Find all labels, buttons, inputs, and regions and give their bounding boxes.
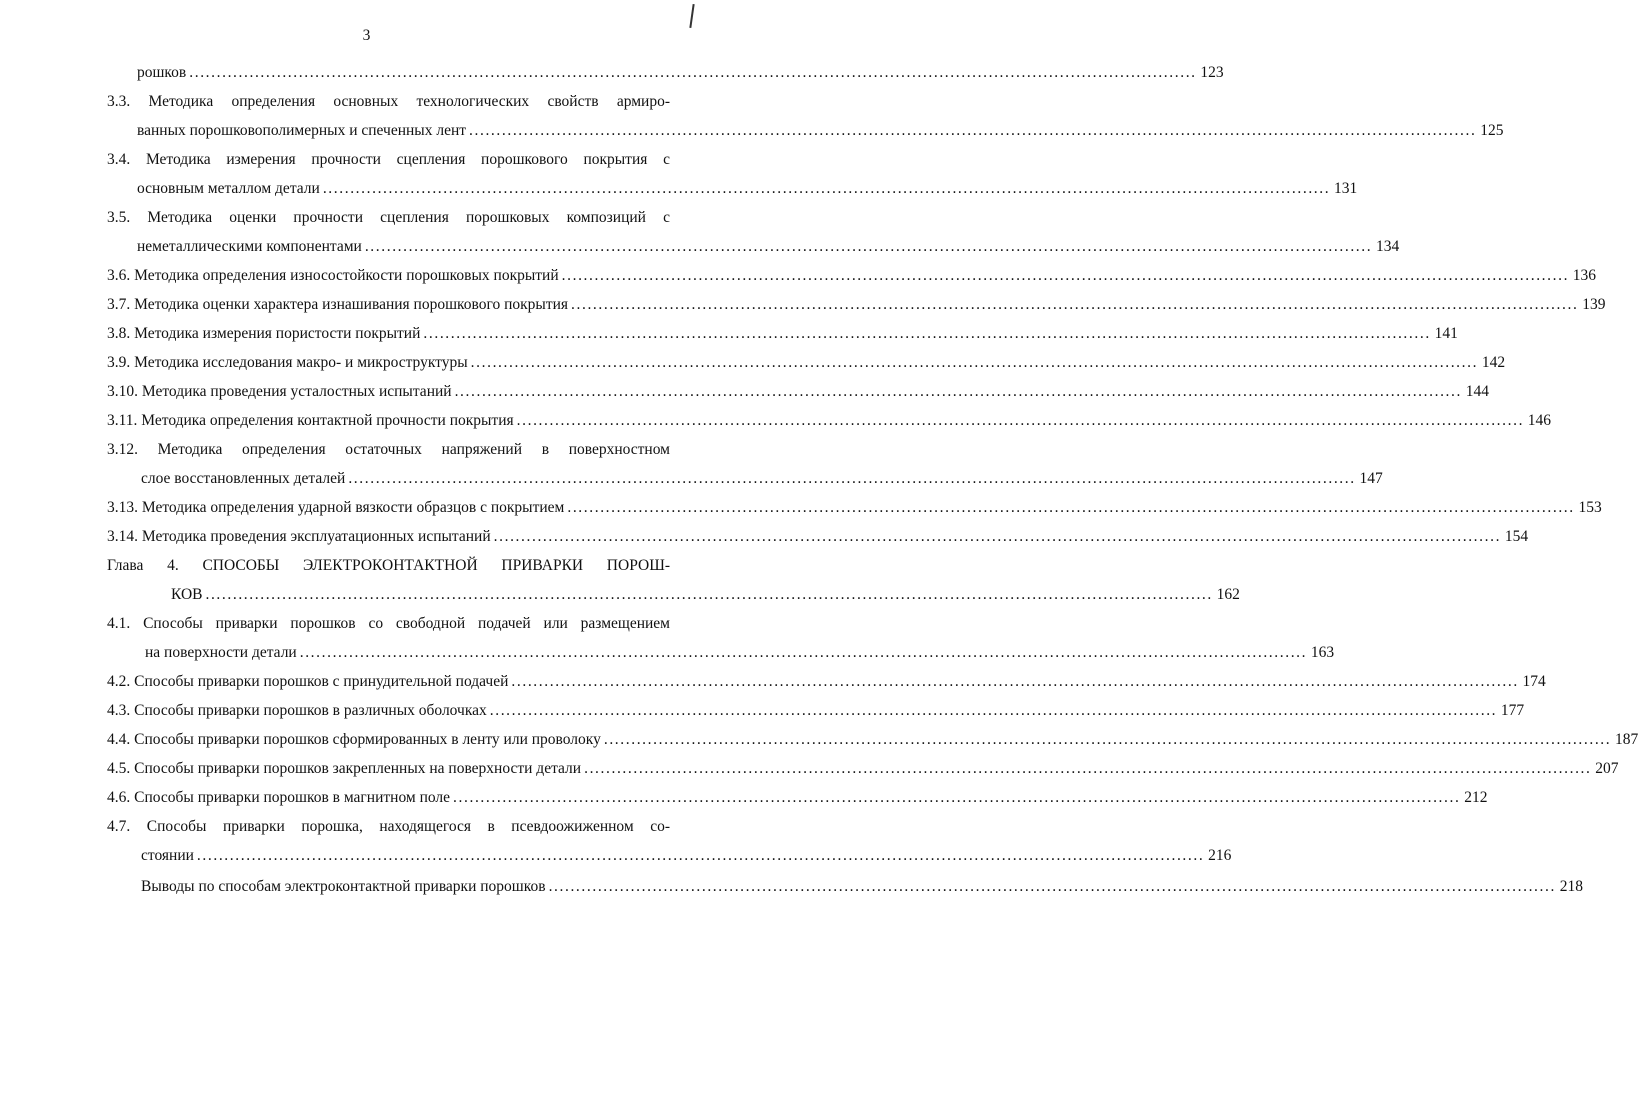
- toc-entry-title: 4.5. Способы приварки порошков закрепленных на поверхности детали: [107, 760, 582, 777]
- toc-entry: [137, 120, 1504, 142]
- toc-page-number: 207: [1595, 760, 1619, 777]
- toc-entry: [107, 700, 1525, 722]
- toc-page-number: 125: [1480, 122, 1504, 139]
- toc-entry-line: 3.3. Методика определения основных технологических свойств армиро-: [107, 93, 670, 110]
- toc-entry: [107, 323, 1458, 345]
- toc-entry: [141, 468, 1383, 490]
- toc-dot-leader: [452, 381, 1465, 403]
- toc-page-number: 136: [1572, 267, 1597, 284]
- toc-dot-leader: [186, 62, 1199, 84]
- toc-dot-leader: [514, 410, 1527, 432]
- toc-entry: [171, 584, 1240, 606]
- toc-page-number: 177: [1500, 702, 1525, 719]
- toc-entry-line: 4.7. Способы приварки порошка, находящегося в псевдоожиженном со-: [107, 818, 670, 835]
- toc-entry: [141, 845, 1232, 867]
- toc-entry: [107, 410, 1552, 432]
- toc-dot-leader: [202, 584, 1215, 606]
- toc-entry: [107, 758, 1619, 780]
- toc-dot-leader: [297, 642, 1310, 664]
- toc-entry-title: основным металлом детали: [137, 180, 320, 197]
- toc-dot-leader: [468, 352, 1481, 374]
- toc-entry: [107, 381, 1489, 403]
- toc-entry-title: 3.9. Методика исследования макро- и микроструктуры: [107, 354, 468, 371]
- toc-page-number: 147: [1359, 470, 1383, 487]
- toc-entry-title: стоянии: [141, 847, 194, 864]
- toc-dot-leader: [420, 323, 1433, 345]
- toc-entry: [137, 62, 1224, 84]
- toc-dot-leader: [466, 120, 1479, 142]
- toc-entry: [107, 671, 1546, 693]
- toc-page-number: 141: [1434, 325, 1458, 342]
- toc-chapter-heading: Глава 4. СПОСОБЫ ЭЛЕКТРОКОНТАКТНОЙ ПРИВАРКИ ПОРОШ-: [107, 557, 670, 574]
- toc-page-number: 216: [1208, 847, 1232, 864]
- toc-entry: [107, 497, 1602, 519]
- toc-page-number: 162: [1216, 586, 1240, 603]
- toc-entry-title: 4.6. Способы приварки порошков в магнитном поле: [107, 789, 451, 806]
- toc-entry-title: неметаллическими компонентами: [137, 238, 362, 255]
- toc-entry-title: на поверхности детали: [145, 644, 297, 661]
- toc-entry-title: 3.8. Методика измерения пористости покрытий: [107, 325, 421, 342]
- toc-dot-leader: [546, 876, 1559, 898]
- toc-entry-title: КОВ: [171, 586, 203, 603]
- toc-entry-title: рошков: [137, 64, 187, 81]
- toc-entry-title: Выводы по способам электроконтактной приварки порошков: [141, 878, 546, 895]
- toc-page-number: 139: [1582, 296, 1606, 313]
- toc-page-number: 153: [1578, 499, 1602, 516]
- toc-dot-leader: [568, 294, 1581, 316]
- toc-page-number: 142: [1481, 354, 1506, 371]
- margin-pen-mark: [689, 4, 694, 28]
- toc-entry-title: 3.13. Методика определения ударной вязкости образцов с покрытием: [107, 499, 565, 516]
- toc-page-number: 174: [1522, 673, 1546, 690]
- toc-entry-line: 3.4. Методика измерения прочности сцепления порошкового покрытия с: [107, 151, 670, 168]
- toc-entry: [107, 787, 1488, 809]
- toc-dot-leader: [345, 468, 1358, 490]
- toc-dot-leader: [601, 729, 1614, 751]
- toc-entry-title: слое восстановленных деталей: [141, 470, 346, 487]
- toc-page-number: 163: [1310, 644, 1335, 661]
- toc-entry: [141, 876, 1583, 898]
- toc-dot-leader: [559, 265, 1572, 287]
- toc-dot-leader: [581, 758, 1594, 780]
- toc-entry-title: 4.3. Способы приварки порошков в различных оболочках: [107, 702, 487, 719]
- toc-entry-title: ванных порошковополимерных и спеченных лент: [137, 122, 467, 139]
- toc-page-number: 218: [1559, 878, 1583, 895]
- toc-page-number: 212: [1464, 789, 1488, 806]
- toc-entry-title: 4.2. Способы приварки порошков с принудительной подачей: [107, 673, 509, 690]
- toc-page-number: 154: [1504, 528, 1529, 545]
- toc-entry-line: 4.1. Способы приварки порошков со свободной подачей или размещением: [107, 615, 670, 632]
- toc-dot-leader: [320, 178, 1333, 200]
- toc-entry: [107, 352, 1506, 374]
- toc-page-number: 187: [1615, 731, 1638, 748]
- toc-dot-leader: [564, 497, 1577, 519]
- toc-entry: [137, 178, 1358, 200]
- toc-entry: [107, 265, 1597, 287]
- page-number: 3: [362, 27, 371, 44]
- toc-dot-leader: [194, 845, 1207, 867]
- toc-page-number: 123: [1200, 64, 1224, 81]
- toc-dot-leader: [487, 700, 1500, 722]
- toc-page-number: 131: [1333, 180, 1358, 197]
- toc-entry: [107, 526, 1529, 548]
- toc-page-number: 134: [1375, 238, 1400, 255]
- toc-entry: [137, 236, 1400, 258]
- toc-dot-leader: [508, 671, 1521, 693]
- toc-dot-leader: [491, 526, 1504, 548]
- toc-dot-leader: [450, 787, 1463, 809]
- toc-entry: [145, 642, 1335, 664]
- toc-entry-title: 3.6. Методика определения износостойкости порошковых покрытий: [107, 267, 559, 284]
- toc-entry: [107, 294, 1606, 316]
- toc-dot-leader: [362, 236, 1375, 258]
- toc-entry: [107, 729, 1638, 751]
- toc-page-number: 146: [1527, 412, 1552, 429]
- toc-entry-title: 4.4. Способы приварки порошков сформированных в ленту или проволоку: [107, 731, 601, 748]
- toc-entry-title: 3.14. Методика проведения эксплуатационных испытаний: [107, 528, 491, 545]
- toc-entry-line: 3.12. Методика определения остаточных напряжений в поверхностном: [107, 441, 670, 458]
- toc-entry-title: 3.10. Методика проведения усталостных испытаний: [107, 383, 452, 400]
- toc-page-number: 144: [1465, 383, 1489, 400]
- toc-entry-title: 3.7. Методика оценки характера изнашивания порошкового покрытия: [107, 296, 569, 313]
- toc-entry-line: 3.5. Методика оценки прочности сцепления порошковых композиций с: [107, 209, 670, 226]
- toc-entry-title: 3.11. Методика определения контактной прочности покрытия: [107, 412, 514, 429]
